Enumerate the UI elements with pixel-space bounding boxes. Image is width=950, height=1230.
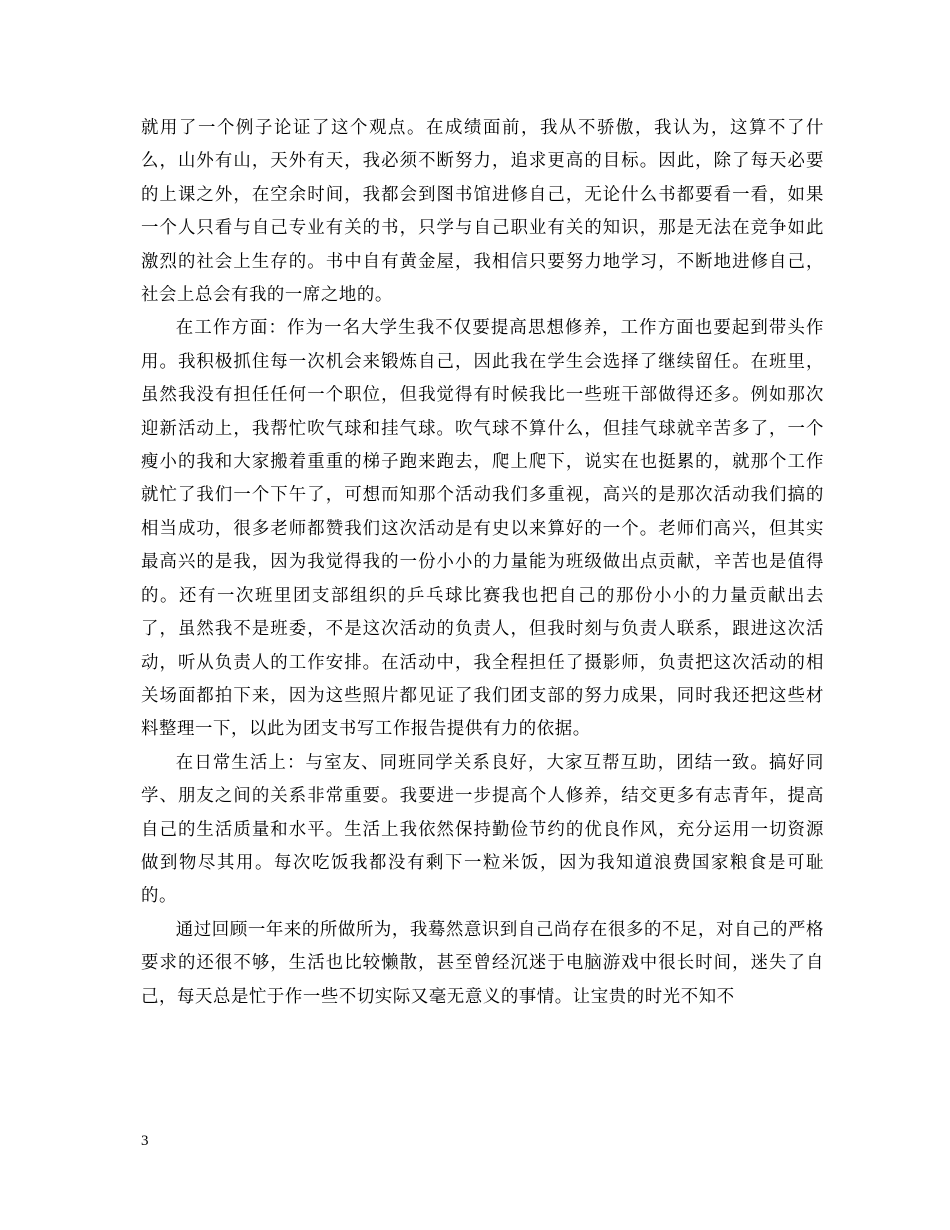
- paragraph-3: 在日常生活上：与室友、同班同学关系良好，大家互帮互助，团结一致。搞好同学、朋友之间的关系非常重要。我要进一步提高个人修养，结交更多有志青年，提高自己的生活质量和水平。生活上我依然保持勤俭节约的优良作风，充分运用一切资源做到物尽其用。每次吃饭我都没有剩下一粒米饭，因为我知道浪费国家粮食是可耻的。: [141, 752, 824, 907]
- paragraph-4: 通过回顾一年来的所做所为，我蓦然意识到自己尚存在很多的不足，对自己的严格要求的还很不够，生活也比较懒散，甚至曾经沉迷于电脑游戏中很长时间，迷失了自己，每天总是忙于作一些不切实际又毫无意义的事情。让宝贵的时光不知不: [141, 919, 824, 1007]
- paragraph-2: 在工作方面：作为一名大学生我不仅要提高思想修养，工作方面也要起到带头作用。我积极抓住每一次机会来锻炼自己，因此我在学生会选择了继续留任。在班里，虽然我没有担任任何一个职位，但我觉得有时候我比一些班干部做得还多。例如那次迎新活动上，我帮忙吹气球和挂气球。吹气球不算什么，但挂气球就辛苦多了，一个瘦小的我和大家搬着重重的梯子跑来跑去，爬上爬下，说实在也挺累的，就那个工作就忙了我们一个下午了，可想而知那个活动我们多重视，高兴的是那次活动我们搞的相当成功，很多老师都赞我们这次活动是有史以来算好的一个。老师们高兴，但其实最高兴的是我，因为我觉得我的一份小小的力量能为班级做出点贡献，辛苦也是值得的。还有一次班里团支部组织的乒乓球比赛我也把自己的那份小小的力量贡献出去了，虽然我不是班委，不是这次活动的负责人，但我时刻与负责人联系，跟进这次活动，听从负责人的工作安排。在活动中，我全程担任了摄影师，负责把这次活动的相关场面都拍下来，因为这些照片都见证了我们团支部的努力成果，同时我还把这些材料整理一下，以此为团支书写工作报告提供有力的依据。: [141, 318, 824, 740]
- page-number: 3: [141, 1133, 149, 1149]
- paragraph-1: 就用了一个例子论证了这个观点。在成绩面前，我从不骄傲，我认为，这算不了什么，山外有山，天外有天，我必须不断努力，追求更高的目标。因此，除了每天必要的上课之外，在空余时间，我都会到图书馆进修自己，无论什么书都要看一看，如果一个人只看与自己专业有关的书，只学与自己职业有关的知识，那是无法在竞争如此激烈的社会上生存的。书中自有黄金屋，我相信只要努力地学习，不断地进修自己，社会上总会有我的一席之地的。: [141, 118, 824, 306]
- body-text: [141, 112, 824, 1014]
